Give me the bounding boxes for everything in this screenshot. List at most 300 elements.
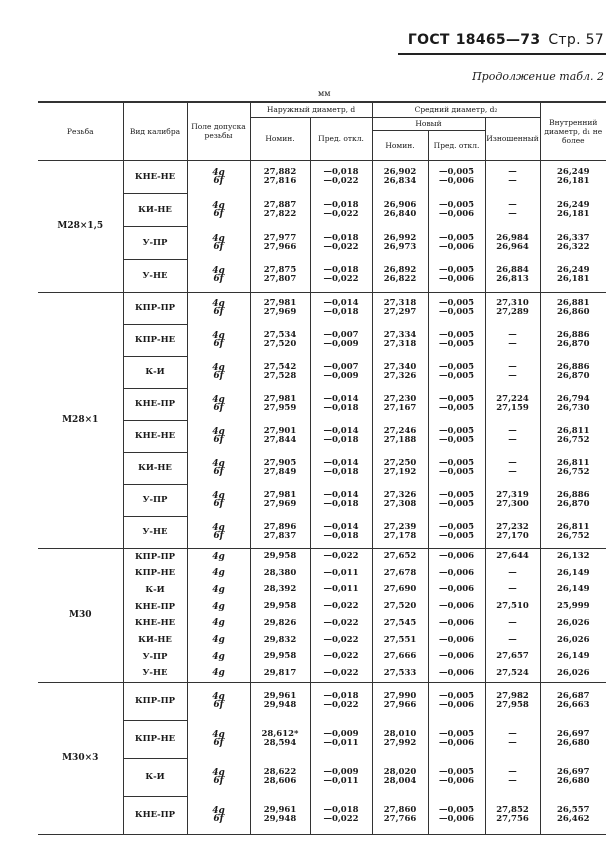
col-field: Поле допуска резьбы [187,102,250,160]
pitch-nominal-value: 27,246 [383,426,417,436]
inner-diameter-value: 26,680 [557,776,590,786]
tolerance-field [187,516,250,548]
pitch-worn-value: 26,813 [496,274,529,285]
pitch-worn [485,615,540,632]
inner-diameter-value: 25,999 [557,601,590,612]
inner-diameter-value: 26,811 [557,521,590,532]
pitch-nominal-value: 27,318 [383,339,417,349]
inner-diameter [540,565,606,582]
table-row [38,292,606,324]
outer-deviation [310,582,372,599]
outer-deviation [310,682,372,720]
pitch-worn [485,632,540,649]
pitch-worn [485,420,540,452]
tolerance-field-value: 4g [212,668,225,679]
pitch-worn-value: — [508,584,517,595]
pitch-worn [485,758,540,796]
pitch-worn-value: — [508,617,517,628]
inner-diameter-value: 26,026 [557,617,590,628]
table-row [38,226,606,259]
tolerance-field-value: 6f [213,530,224,541]
outer-deviation [310,193,372,226]
outer-deviation [310,324,372,356]
outer-nominal-value: 27,844 [263,435,297,445]
col-pitch-worn: Изношенный [485,117,540,160]
table-row [38,682,606,720]
outer-deviation [310,516,372,548]
outer-deviation-value: —0,022 [323,667,359,678]
outer-deviation [310,615,372,632]
pitch-deviation-value: —0,005 [438,521,475,532]
pitch-nominal-value: 27,666 [383,651,417,662]
inner-diameter-value: 26,870 [557,499,590,509]
outer-deviation [310,548,372,565]
gauge-type: У-НЕ [123,665,187,682]
pitch-deviation-value: —0,005 [438,362,475,372]
outer-deviation-value: —0,022 [323,617,359,628]
pitch-worn [485,796,540,834]
outer-nominal-value: 27,887 [263,199,297,210]
pitch-nominal-value: 27,551 [383,634,417,645]
outer-nominal [250,682,310,720]
pitch-worn-value: 26,964 [496,241,529,252]
outer-deviation [310,796,372,834]
inner-diameter [540,160,606,193]
tolerance-field-value: 4g [212,491,225,501]
inner-diameter-value: 26,249 [557,199,590,210]
outer-nominal-value: 27,875 [263,265,297,276]
pitch-deviation [428,682,485,720]
pitch-worn-value: 27,319 [496,490,529,500]
pitch-worn-value: — [508,729,517,739]
outer-deviation [310,160,372,193]
outer-nominal-value: 29,948 [263,813,297,824]
pitch-deviation-value: —0,005 [438,490,475,500]
pitch-worn [485,720,540,758]
pitch-worn-value: 27,224 [496,394,529,404]
outer-nominal-value: 29,948 [263,700,297,711]
page-header [408,32,604,48]
inner-diameter-value: 26,687 [557,691,590,702]
outer-deviation-value: —0,018 [323,691,359,702]
inner-diameter-value: 26,730 [557,403,590,413]
outer-nominal [250,516,310,548]
tolerance-field-value: 6f [213,499,224,509]
tolerance-field-value: 4g [212,200,225,211]
gauge-type: КПР-НЕ [123,565,187,582]
pitch-deviation-value: —0,006 [438,601,475,612]
tolerance-field [187,259,250,292]
pitch-worn-value: 27,852 [496,804,529,815]
outer-deviation [310,226,372,259]
inner-diameter-value: 26,752 [557,435,590,445]
pitch-worn [485,484,540,516]
inner-diameter-value: 26,249 [557,166,590,177]
table-row [38,420,606,452]
outer-deviation-value: —0,022 [323,241,359,252]
inner-diameter-value: 26,860 [557,307,590,318]
outer-nominal [250,632,310,649]
gauge-type: К-И [123,356,187,388]
pitch-nominal-value: 27,545 [383,617,417,628]
outer-deviation-value: —0,018 [323,232,359,243]
pitch-deviation [428,484,485,516]
gauge-type: У-ПР [123,226,187,259]
outer-nominal [250,160,310,193]
outer-nominal [250,452,310,484]
pitch-worn [485,548,540,565]
inner-diameter [540,193,606,226]
outer-deviation-value: —0,022 [323,634,359,645]
tolerance-field [187,649,250,666]
pitch-nominal-value: 26,902 [383,166,417,177]
tolerance-field [187,452,250,484]
pitch-nominal-value: 27,966 [383,700,417,711]
tolerance-field-value: 6f [213,776,224,786]
pitch-worn-value: — [508,435,517,445]
pitch-worn [485,160,540,193]
pitch-worn-value: 27,510 [496,601,529,612]
tolerance-field-value: 4g [212,459,225,469]
outer-deviation-value: —0,022 [323,208,359,219]
gauge-type: КПР-НЕ [123,324,187,356]
tolerance-field-value: 6f [213,371,224,381]
pitch-worn [485,388,540,420]
tolerance-field-value: 4g [212,768,225,778]
pitch-nominal [372,720,428,758]
pitch-worn-value: 26,884 [496,265,529,276]
pitch-nominal-value: 27,188 [383,435,417,445]
outer-nominal [250,615,310,632]
pitch-nominal-value: 27,690 [383,584,417,595]
pitch-deviation [428,516,485,548]
pitch-deviation [428,632,485,649]
outer-nominal-value: 29,826 [263,617,297,628]
inner-diameter-value: 26,697 [557,729,590,739]
tolerance-field-value: 4g [212,331,225,341]
pitch-nominal [372,452,428,484]
pitch-nominal [372,516,428,548]
inner-diameter [540,682,606,720]
pitch-deviation-value: —0,005 [438,307,475,318]
pitch-nominal [372,193,428,226]
gauge-type: КНЕ-НЕ [123,615,187,632]
inner-diameter [540,796,606,834]
outer-nominal-value: 27,822 [263,208,297,219]
tolerance-field [187,615,250,632]
inner-diameter [540,484,606,516]
tolerance-field [187,388,250,420]
pitch-deviation-value: —0,005 [438,467,475,477]
outer-nominal-value: 27,807 [263,274,297,285]
gauge-type: У-НЕ [123,259,187,292]
outer-nominal-value: 29,832 [263,634,297,645]
pitch-deviation-value: —0,005 [438,232,475,243]
pitch-worn [485,193,540,226]
inner-diameter-value: 26,026 [557,667,590,678]
pitch-deviation-value: —0,006 [438,700,475,711]
outer-deviation-value: —0,018 [323,435,359,445]
outer-deviation-value: —0,022 [323,700,359,711]
outer-nominal-value: 27,901 [263,426,297,436]
outer-nominal [250,665,310,682]
pitch-nominal-value: 27,326 [383,371,417,381]
inner-diameter-value: 26,811 [557,458,590,468]
pitch-nominal [372,582,428,599]
tolerance-field [187,682,250,720]
inner-diameter-value: 26,663 [557,700,590,711]
pitch-nominal [372,758,428,796]
outer-nominal [250,582,310,599]
tolerance-field [187,356,250,388]
pitch-deviation-value: —0,006 [438,667,475,678]
gauge-type: У-НЕ [123,516,187,548]
outer-nominal [250,796,310,834]
outer-deviation-value: —0,009 [323,371,359,381]
outer-nominal-value: 28,594 [263,738,297,748]
pitch-nominal-value: 28,020 [383,767,417,777]
pitch-deviation-value: —0,005 [438,265,475,276]
tolerance-field-value: 6f [213,339,224,349]
pitch-worn-value: — [508,426,517,436]
pitch-nominal-value: 28,004 [383,776,417,786]
tolerance-field-value: 4g [212,618,225,629]
pitch-nominal-value: 27,678 [383,567,417,578]
inner-diameter [540,758,606,796]
tolerance-field-value: 4g [212,805,225,816]
pitch-worn-value: 27,170 [496,530,529,541]
col-thread: Резьба [38,102,123,160]
tolerance-field [187,758,250,796]
thread-gauge-table [38,101,606,835]
pitch-deviation [428,388,485,420]
table-row [38,665,606,682]
pitch-deviation [428,452,485,484]
gauge-type: КНЕ-ПР [123,388,187,420]
inner-diameter-value: 26,337 [557,232,590,243]
inner-diameter-value: 26,322 [557,241,590,252]
standard-label: ГОСТ [407,32,450,48]
pitch-nominal [372,356,428,388]
pitch-nominal-value: 27,326 [383,490,417,500]
outer-deviation-value: —0,011 [323,738,359,748]
pitch-worn-value: — [508,199,517,210]
inner-diameter-value: 26,886 [557,330,590,340]
pitch-deviation-value: —0,006 [438,634,475,645]
gauge-type: КНЕ-НЕ [123,160,187,193]
outer-deviation-value: —0,018 [323,403,359,413]
pitch-deviation-value: —0,005 [438,403,475,413]
outer-nominal [250,324,310,356]
table-row [38,548,606,565]
pitch-deviation-value: —0,006 [438,651,475,662]
pitch-nominal [372,388,428,420]
outer-nominal-value: 28,380 [263,567,297,578]
outer-deviation [310,452,372,484]
pitch-nominal [372,682,428,720]
tolerance-field-value: 6f [213,403,224,413]
tolerance-field [187,582,250,599]
pitch-worn-value: — [508,776,517,786]
outer-deviation [310,356,372,388]
outer-deviation-value: —0,022 [323,651,359,662]
inner-diameter [540,582,606,599]
pitch-nominal-value: 28,010 [383,729,417,739]
pitch-deviation [428,226,485,259]
units-label: мм [318,89,331,98]
gauge-type: КПР-ПР [123,682,187,720]
pitch-worn [485,292,540,324]
outer-nominal [250,598,310,615]
outer-nominal-value: 29,961 [263,691,297,702]
pitch-deviation [428,758,485,796]
pitch-nominal-value: 26,992 [383,232,417,243]
outer-nominal [250,259,310,292]
tolerance-field-value: 6f [213,241,224,252]
pitch-deviation-value: —0,005 [438,371,475,381]
pitch-nominal-value: 27,340 [383,362,417,372]
gauge-type: КПР-НЕ [123,720,187,758]
pitch-deviation [428,324,485,356]
pitch-worn-value: — [508,175,517,186]
inner-diameter-value: 26,680 [557,738,590,748]
inner-diameter [540,452,606,484]
outer-nominal [250,649,310,666]
pitch-deviation [428,548,485,565]
outer-deviation-value: —0,022 [323,551,359,562]
tolerance-field [187,796,250,834]
tolerance-field-value: 4g [212,299,225,310]
inner-diameter [540,259,606,292]
pitch-nominal-value: 27,533 [383,667,417,678]
outer-nominal [250,193,310,226]
table-row [38,758,606,796]
pitch-worn [485,452,540,484]
pitch-worn-value: — [508,208,517,219]
inner-diameter-value: 26,557 [557,804,590,815]
pitch-deviation-value: —0,006 [438,776,475,786]
col-pitch-new: Новый [372,117,485,130]
outer-nominal-value: 27,534 [263,330,297,340]
inner-diameter-value: 26,870 [557,339,590,349]
tolerance-field-value: 6f [213,175,224,186]
outer-deviation [310,259,372,292]
outer-nominal-value: 28,612* [261,729,299,739]
pitch-deviation-value: —0,005 [438,691,475,702]
col-pitch-nominal: Номин. [372,130,428,160]
tolerance-field-value: 4g [212,551,225,562]
pitch-worn-value: 27,756 [496,813,529,824]
tolerance-field-value: 4g [212,692,225,703]
tolerance-field-value: 6f [213,700,224,711]
outer-nominal-value: 27,981 [263,490,297,500]
outer-deviation-value: —0,014 [323,458,359,468]
outer-deviation [310,484,372,516]
outer-nominal-value: 27,969 [263,307,297,318]
gauge-type: КИ-НЕ [123,632,187,649]
pitch-nominal-value: 26,834 [383,175,417,186]
gauge-type: КИ-НЕ [123,193,187,226]
outer-nominal-value: 27,542 [263,362,297,372]
outer-nominal [250,720,310,758]
pitch-nominal-value: 26,822 [383,274,417,285]
outer-nominal-value: 28,622 [263,767,297,777]
outer-nominal [250,484,310,516]
tolerance-field-value: 4g [212,568,225,579]
table-row [38,452,606,484]
gauge-type: КПР-ПР [123,292,187,324]
outer-deviation-value: —0,007 [323,362,359,372]
pitch-deviation-value: —0,006 [438,274,475,285]
pitch-worn-value: — [508,738,517,748]
outer-nominal-value: 29,817 [263,667,297,678]
inner-diameter-value: 26,149 [557,651,590,662]
outer-deviation-value: —0,018 [323,307,359,318]
inner-diameter-value: 26,794 [557,394,590,404]
tolerance-field-value: 4g [212,651,225,662]
pitch-nominal-value: 27,766 [383,813,417,824]
outer-nominal [250,548,310,565]
pitch-deviation-value: —0,005 [438,458,475,468]
inner-diameter [540,292,606,324]
outer-nominal-value: 27,966 [263,241,297,252]
pitch-deviation-value: —0,005 [438,804,475,815]
tolerance-field-value: 4g [212,233,225,244]
tolerance-field [187,598,250,615]
pitch-nominal-value: 27,334 [383,330,417,340]
col-pitch-deviation: Пред. откл. [428,130,485,160]
inner-diameter-value: 26,462 [557,813,590,824]
pitch-worn [485,565,540,582]
pitch-worn-value: — [508,371,517,381]
gauge-type: К-И [123,582,187,599]
pitch-deviation-value: —0,006 [438,551,475,562]
pitch-deviation [428,615,485,632]
pitch-worn-value: 27,958 [496,700,529,711]
outer-nominal [250,388,310,420]
outer-deviation-value: —0,014 [323,426,359,436]
pitch-deviation-value: —0,006 [438,617,475,628]
col-outer-diameter: Наружный диаметр, d [250,102,372,117]
pitch-nominal-value: 27,178 [383,530,417,541]
outer-nominal-value: 29,961 [263,804,297,815]
pitch-nominal-value: 27,239 [383,521,417,532]
pitch-worn-value: — [508,634,517,645]
pitch-worn-value: 27,310 [496,298,529,309]
pitch-nominal-value: 27,250 [383,458,417,468]
pitch-deviation [428,356,485,388]
table-row [38,565,606,582]
outer-deviation-value: —0,018 [323,804,359,815]
tolerance-field-value: 6f [213,435,224,445]
tolerance-field [187,632,250,649]
outer-deviation-value: —0,022 [323,601,359,612]
table-row [38,388,606,420]
tolerance-field-value: 4g [212,522,225,533]
tolerance-field [187,420,250,452]
outer-deviation-value: —0,018 [323,467,359,477]
inner-diameter-value: 26,181 [557,175,590,186]
pitch-nominal-value: 27,297 [383,307,417,318]
pitch-worn [485,259,540,292]
table-row [38,516,606,548]
pitch-nominal-value: 27,308 [383,499,417,509]
pitch-deviation-value: —0,005 [438,298,475,309]
pitch-worn-value: — [508,339,517,349]
thread-size: M28×1 [38,292,123,548]
pitch-nominal-value: 27,192 [383,467,417,477]
tolerance-field-value: 4g [212,601,225,612]
